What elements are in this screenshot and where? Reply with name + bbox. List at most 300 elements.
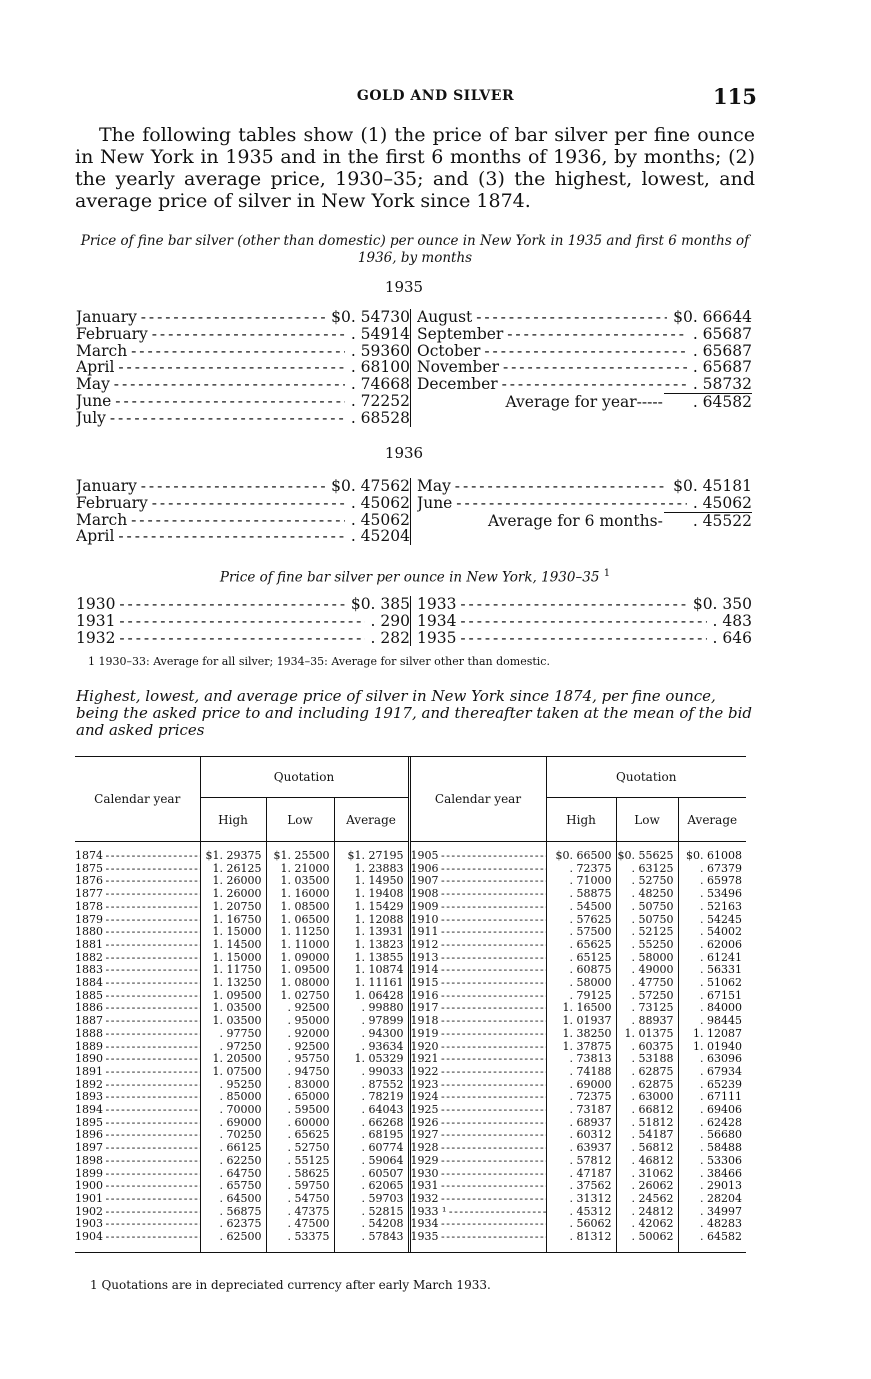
right-high-cell: . 73813	[546, 1053, 616, 1066]
right-high-cell: . 58000	[546, 977, 616, 990]
right-year-cell: 1911 - - -	[409, 926, 546, 939]
right-year-cell: 1935 - - -	[409, 1231, 546, 1244]
right-low-cell: . 42062	[616, 1218, 678, 1231]
right-average-cell: . 64582	[700, 1230, 742, 1244]
price-row	[417, 343, 752, 360]
right-average-cell: . 29013	[700, 1179, 742, 1193]
row-label: January - - -	[76, 478, 325, 495]
right-low-cell: . 52125	[616, 926, 678, 939]
right-average-cell: . 28204	[700, 1191, 742, 1205]
right-average-cell: . 51062	[700, 976, 742, 990]
left-average-cell: 1. 13855	[334, 952, 409, 965]
left-low-cell: 1. 16000	[266, 888, 334, 901]
right-high-cell: . 58875	[546, 888, 616, 901]
price-row	[417, 376, 752, 393]
right-average-cell: . 53306	[700, 1153, 742, 1167]
left-average-cell: . 62065	[334, 1180, 409, 1193]
row-value: . 59360	[350, 341, 410, 360]
right-high-cell: . 57812	[546, 1155, 616, 1168]
left-high-cell: . 64750	[200, 1168, 266, 1181]
table-row	[75, 1104, 746, 1117]
row-value: . 646	[712, 628, 752, 647]
left-low-cell: 1. 06500	[266, 914, 334, 927]
right-year-cell: 1918 - - -	[409, 1015, 546, 1028]
left-year-cell: 1876 - - -	[75, 875, 200, 888]
right-average-cell: . 56331	[700, 963, 742, 977]
right-year-cell: 1926 - - -	[409, 1117, 546, 1130]
left-high-cell: 1. 26125	[200, 863, 266, 876]
right-year-cell: 1923 - - -	[409, 1079, 546, 1092]
left-high-cell: $1. 29375	[200, 850, 266, 863]
left-average-cell: 1. 15429	[334, 901, 409, 914]
left-high-cell: 1. 07500	[200, 1066, 266, 1079]
right-low-cell: 1. 01375	[616, 1028, 678, 1041]
right-average-cell: 1. 12087	[693, 1026, 742, 1040]
left-year-cell: 1893 - - -	[75, 1091, 200, 1104]
left-low-cell: . 92500	[266, 1002, 334, 1015]
right-low-cell: . 57250	[616, 990, 678, 1003]
left-average-cell: . 99880	[334, 1002, 409, 1015]
left-high-cell: . 95250	[200, 1079, 266, 1092]
right-average-cell: . 84000	[700, 1001, 742, 1015]
row-label: August - - -	[417, 309, 667, 326]
left-low-cell: . 60000	[266, 1117, 334, 1130]
right-year-cell: 1913 - - -	[409, 952, 546, 965]
header-quotation-right: Quotation	[546, 757, 746, 798]
left-low-cell: . 94750	[266, 1066, 334, 1079]
left-low-cell: . 83000	[266, 1079, 334, 1092]
right-year-cell: 1906 - - -	[409, 863, 546, 876]
row-value: . 72252	[350, 391, 410, 410]
right-high-cell: 1. 37875	[546, 1041, 616, 1054]
price-row	[76, 528, 410, 545]
left-average-cell: 1. 12088	[334, 914, 409, 927]
right-high-cell: . 81312	[546, 1231, 616, 1244]
left-year-cell: 1899 - - -	[75, 1168, 200, 1181]
row-label: September - - -	[417, 326, 687, 343]
row-value: . 65687	[692, 358, 752, 377]
right-low-cell: . 31062	[616, 1168, 678, 1181]
price-row	[76, 326, 410, 343]
table2-caption-note: 1	[603, 568, 611, 579]
left-high-cell: 1. 26000	[200, 888, 266, 901]
table-1936-left-column	[76, 478, 411, 545]
table-row	[75, 1066, 746, 1079]
header-calendar-year-right: Calendar year	[409, 757, 546, 842]
right-low-cell: . 50750	[616, 901, 678, 914]
row-label: May - - -	[76, 376, 345, 393]
table3-caption-text: Highest, lowest, and average price of silver in New York since 1874, per fine ounce, being the asked price to and including 1917, and thereafter taken at the mean of the bid and asked prices	[76, 687, 753, 739]
row-label: April - - -	[76, 359, 345, 376]
left-average-cell: . 68195	[334, 1129, 409, 1142]
left-high-cell: 1. 16750	[200, 914, 266, 927]
right-year-cell: 1924 - - -	[409, 1091, 546, 1104]
right-low-cell: . 62875	[616, 1079, 678, 1092]
price-row	[76, 393, 410, 410]
left-average-cell: 1. 05329	[334, 1053, 409, 1066]
right-low-cell: . 26062	[616, 1180, 678, 1193]
row-value: . 54914	[350, 324, 410, 343]
left-high-cell: 1. 15000	[200, 952, 266, 965]
left-year-cell: 1874 - - -	[75, 850, 200, 863]
left-year-cell: 1898 - - -	[75, 1155, 200, 1168]
right-year-cell: 1917 - - -	[409, 1002, 546, 1015]
right-low-cell: . 50062	[616, 1231, 678, 1244]
table-row	[75, 1155, 746, 1168]
left-average-cell: . 59703	[334, 1193, 409, 1206]
left-low-cell: 1. 09500	[266, 964, 334, 977]
left-year-cell: 1885 - - -	[75, 990, 200, 1003]
right-low-cell: . 49000	[616, 964, 678, 977]
row-label: 1931 - - -	[76, 613, 365, 630]
right-average-cell: . 67379	[700, 861, 742, 875]
right-average-cell: . 53496	[700, 887, 742, 901]
left-year-cell: 1888 - - -	[75, 1028, 200, 1041]
right-average-cell: . 69406	[700, 1103, 742, 1117]
right-high-cell: . 56062	[546, 1218, 616, 1231]
table-row	[75, 939, 746, 952]
right-average-cell: . 63096	[700, 1052, 742, 1066]
average-value: . 45522	[692, 511, 752, 530]
table-1935	[76, 309, 752, 429]
row-value: . 45204	[350, 527, 410, 546]
right-year-cell: 1910 - - -	[409, 914, 546, 927]
right-low-cell: . 56812	[616, 1142, 678, 1155]
left-high-cell: . 64500	[200, 1193, 266, 1206]
right-year-cell: 1922 - - -	[409, 1066, 546, 1079]
left-year-cell: 1875 - - -	[75, 863, 200, 876]
left-year-cell: 1886 - - -	[75, 1002, 200, 1015]
right-average-cell: . 34997	[700, 1204, 742, 1218]
row-value: . 68100	[350, 358, 410, 377]
left-year-cell: 1903 - - -	[75, 1218, 200, 1231]
table3-caption	[76, 688, 752, 739]
right-year-cell: 1914 - - -	[409, 964, 546, 977]
left-year-cell: 1904 - - -	[75, 1231, 200, 1244]
table2-caption-text: Price of fine bar silver per ounce in New York, 1930–35	[219, 569, 600, 586]
left-low-cell: . 54750	[266, 1193, 334, 1206]
left-low-cell: . 92500	[266, 1041, 334, 1054]
price-row	[76, 512, 410, 529]
left-average-cell: . 93634	[334, 1041, 409, 1054]
row-value: . 282	[370, 628, 410, 647]
right-high-cell: . 71000	[546, 875, 616, 888]
left-high-cell: . 66125	[200, 1142, 266, 1155]
table-1936	[76, 478, 752, 548]
left-high-cell: 1. 09500	[200, 990, 266, 1003]
right-high-cell: . 72375	[546, 863, 616, 876]
left-year-cell: 1901 - - -	[75, 1193, 200, 1206]
right-average-cell: . 67111	[700, 1090, 742, 1104]
right-low-cell: . 63000	[616, 1091, 678, 1104]
right-average-cell: . 38466	[700, 1166, 742, 1180]
left-low-cell: . 55125	[266, 1155, 334, 1168]
row-label: 1934 - - -	[417, 613, 707, 630]
right-year-cell: 1930 - - -	[409, 1168, 546, 1181]
right-year-cell: 1919 - - -	[409, 1028, 546, 1041]
right-high-cell: . 68937	[546, 1117, 616, 1130]
right-high-cell: . 69000	[546, 1079, 616, 1092]
table-row	[75, 1028, 746, 1041]
row-label: 1932 - - -	[76, 630, 365, 647]
price-row	[76, 478, 410, 495]
left-high-cell: 1. 26000	[200, 875, 266, 888]
left-high-cell: . 85000	[200, 1091, 266, 1104]
left-low-cell: 1. 11250	[266, 926, 334, 939]
row-label: February - - -	[76, 326, 345, 343]
year-1935-heading: 1935	[384, 278, 424, 296]
price-row	[417, 359, 752, 376]
table2-caption	[70, 565, 760, 587]
average-label: Average for year-----	[505, 392, 663, 411]
row-value: . 290	[370, 611, 410, 630]
price-row	[76, 359, 410, 376]
right-low-cell: . 47750	[616, 977, 678, 990]
table-row	[75, 888, 746, 901]
right-average-cell: . 48283	[700, 1217, 742, 1231]
right-low-cell: . 88937	[616, 1015, 678, 1028]
right-year-cell: 1929 - - -	[409, 1155, 546, 1168]
right-high-cell: . 73187	[546, 1104, 616, 1117]
average-value: . 64582	[692, 392, 752, 411]
left-low-cell: 1. 08500	[266, 901, 334, 914]
right-average-cell: 1. 01940	[693, 1039, 742, 1053]
header-low-left: Low	[266, 798, 334, 842]
price-row	[76, 376, 410, 393]
left-low-cell: . 95750	[266, 1053, 334, 1066]
left-average-cell: 1. 11161	[334, 977, 409, 990]
left-average-cell: . 66268	[334, 1117, 409, 1130]
table-yearly	[76, 596, 752, 648]
row-value: . 45062	[692, 493, 752, 512]
left-average-cell: . 94300	[334, 1028, 409, 1041]
right-year-cell: 1907 - - -	[409, 875, 546, 888]
left-average-cell: . 87552	[334, 1079, 409, 1092]
price-row	[76, 410, 410, 427]
left-year-cell: 1889 - - -	[75, 1041, 200, 1054]
right-average-cell: . 56680	[700, 1128, 742, 1142]
row-label: June - - -	[417, 495, 687, 512]
right-average-cell: . 52163	[700, 899, 742, 913]
left-high-cell: . 62250	[200, 1155, 266, 1168]
left-average-cell: . 60774	[334, 1142, 409, 1155]
right-high-cell: . 72375	[546, 1091, 616, 1104]
table-1935-right-column	[417, 309, 752, 411]
table2-footnote: 1 1930–33: Average for all silver; 1934–35: Average for silver other than domestic.	[88, 655, 550, 668]
left-low-cell: 1. 02750	[266, 990, 334, 1003]
left-average-cell: . 60507	[334, 1168, 409, 1181]
left-year-cell: 1892 - - -	[75, 1079, 200, 1092]
right-average-cell: . 98445	[700, 1014, 742, 1028]
left-high-cell: . 56875	[200, 1206, 266, 1219]
right-year-cell: 1909 - - -	[409, 901, 546, 914]
left-high-cell: . 62375	[200, 1218, 266, 1231]
price-row	[76, 309, 410, 326]
right-high-cell: 1. 16500	[546, 1002, 616, 1015]
right-high-cell: . 45312	[546, 1206, 616, 1219]
right-low-cell: . 46812	[616, 1155, 678, 1168]
left-year-cell: 1902 - - -	[75, 1206, 200, 1219]
row-value: . 45062	[350, 510, 410, 529]
table-row	[75, 850, 746, 863]
right-high-cell: . 57625	[546, 914, 616, 927]
header-quotation-left: Quotation	[200, 757, 409, 798]
right-year-cell: 1931 - - -	[409, 1180, 546, 1193]
row-value: . 483	[712, 611, 752, 630]
left-year-cell: 1897 - - -	[75, 1142, 200, 1155]
right-low-cell: . 62875	[616, 1066, 678, 1079]
row-label: January - - -	[76, 309, 325, 326]
right-low-cell: . 58000	[616, 952, 678, 965]
row-value: $0. 47562	[331, 477, 410, 495]
left-average-cell: 1. 13931	[334, 926, 409, 939]
row-label: March - - -	[76, 512, 345, 529]
right-year-cell: 1916 - - -	[409, 990, 546, 1003]
price-row	[417, 309, 752, 326]
header-high-left: High	[200, 798, 266, 842]
right-low-cell: . 52750	[616, 875, 678, 888]
right-high-cell: . 31312	[546, 1193, 616, 1206]
table-row	[75, 1015, 746, 1028]
right-high-cell: . 60312	[546, 1129, 616, 1142]
row-label: 1930 - - -	[76, 596, 345, 613]
right-low-cell: . 24812	[616, 1206, 678, 1219]
header-high-right: High	[546, 798, 616, 842]
left-high-cell: 1. 20750	[200, 901, 266, 914]
left-year-cell: 1881 - - -	[75, 939, 200, 952]
right-low-cell: . 73125	[616, 1002, 678, 1015]
left-average-cell: . 52815	[334, 1206, 409, 1219]
left-low-cell: . 58625	[266, 1168, 334, 1181]
right-high-cell: . 65125	[546, 952, 616, 965]
price-row	[417, 596, 752, 613]
left-low-cell: . 47375	[266, 1206, 334, 1219]
row-value: . 68528	[350, 408, 410, 427]
row-label: February - - -	[76, 495, 345, 512]
left-year-cell: 1894 - - -	[75, 1104, 200, 1117]
right-average-cell: . 67934	[700, 1064, 742, 1078]
left-average-cell: 1. 19408	[334, 888, 409, 901]
right-low-cell: . 60375	[616, 1041, 678, 1054]
running-head: GOLD AND SILVER	[356, 88, 515, 104]
table-1936-right-column	[417, 478, 752, 529]
row-label: May - - -	[417, 478, 667, 495]
left-year-cell: 1900 - - -	[75, 1180, 200, 1193]
price-row	[76, 495, 410, 512]
row-value: . 45062	[350, 493, 410, 512]
price-row	[76, 343, 410, 360]
table-row	[75, 1193, 746, 1206]
right-high-cell: . 60875	[546, 964, 616, 977]
left-year-cell: 1891 - - -	[75, 1066, 200, 1079]
average-row	[417, 513, 752, 530]
price-row	[76, 596, 410, 613]
row-label: March - - -	[76, 343, 345, 360]
left-year-cell: 1878 - - -	[75, 901, 200, 914]
left-average-cell: 1. 10874	[334, 964, 409, 977]
row-value: $0. 54730	[331, 308, 410, 326]
right-low-cell: . 66812	[616, 1104, 678, 1117]
right-year-cell: 1920 - - -	[409, 1041, 546, 1054]
left-high-cell: . 69000	[200, 1117, 266, 1130]
right-average-cell: . 62006	[700, 937, 742, 951]
left-low-cell: $1. 25500	[266, 850, 334, 863]
right-high-cell: . 63937	[546, 1142, 616, 1155]
intro-text: The following tables show (1) the price of bar silver per fine ounce in New York in 1935 and in the first 6 months of 1936, by months; (2) the yearly average price, 1930–35; and (3) the highest, lowest, and average price of silver in New York since 1874.	[75, 124, 755, 212]
left-low-cell: . 95000	[266, 1015, 334, 1028]
right-average-cell: $0. 61008	[686, 849, 742, 862]
right-low-cell: . 54187	[616, 1129, 678, 1142]
table-row	[75, 977, 746, 990]
left-high-cell: . 62500	[200, 1231, 266, 1244]
header-low-right: Low	[616, 798, 678, 842]
right-year-cell: 1925 - - -	[409, 1104, 546, 1117]
left-year-cell: 1880 - - -	[75, 926, 200, 939]
header-average-right: Average	[678, 798, 746, 842]
right-average-cell: . 54002	[700, 925, 742, 939]
left-high-cell: 1. 14500	[200, 939, 266, 952]
price-row	[417, 326, 752, 343]
right-high-cell: 1. 01937	[546, 1015, 616, 1028]
row-value: $0. 66644	[673, 308, 752, 326]
right-year-cell: 1927 - - -	[409, 1129, 546, 1142]
header-average-left: Average	[334, 798, 409, 842]
right-year-cell: 1915 - - -	[409, 977, 546, 990]
year-1936-heading: 1936	[384, 444, 424, 462]
left-low-cell: . 47500	[266, 1218, 334, 1231]
price-row	[417, 478, 752, 495]
row-label: 1935 - - -	[417, 630, 707, 647]
left-high-cell: 1. 03500	[200, 1015, 266, 1028]
table-row	[75, 1142, 746, 1155]
right-low-cell: . 63125	[616, 863, 678, 876]
right-low-cell: . 50750	[616, 914, 678, 927]
left-low-cell: . 53375	[266, 1231, 334, 1244]
right-low-cell: . 51812	[616, 1117, 678, 1130]
left-low-cell: . 59500	[266, 1104, 334, 1117]
left-average-cell: . 57843	[334, 1231, 409, 1244]
left-average-cell: . 99033	[334, 1066, 409, 1079]
right-low-cell: . 24562	[616, 1193, 678, 1206]
price-row	[417, 630, 752, 647]
right-high-cell: . 54500	[546, 901, 616, 914]
right-year-cell: 1928 - - -	[409, 1142, 546, 1155]
left-low-cell: . 52750	[266, 1142, 334, 1155]
header-calendar-year-left: Calendar year	[75, 757, 200, 842]
right-average-cell: . 58488	[700, 1141, 742, 1155]
right-year-cell: 1921 - - -	[409, 1053, 546, 1066]
average-row	[417, 394, 752, 411]
right-high-cell: . 47187	[546, 1168, 616, 1181]
row-value: $0. 350	[692, 595, 752, 613]
right-average-cell: . 65239	[700, 1077, 742, 1091]
right-year-cell: 1933 ¹ - - -	[409, 1206, 546, 1219]
right-high-cell: . 79125	[546, 990, 616, 1003]
right-average-cell: . 54245	[700, 912, 742, 926]
right-low-cell: . 53188	[616, 1053, 678, 1066]
table-row	[75, 901, 746, 914]
left-low-cell: 1. 11000	[266, 939, 334, 952]
page-number: 115	[713, 84, 757, 109]
left-low-cell: . 59750	[266, 1180, 334, 1193]
right-year-cell: 1905 - - -	[409, 850, 546, 863]
left-high-cell: . 97250	[200, 1041, 266, 1054]
right-year-cell: 1934 - - -	[409, 1218, 546, 1231]
right-year-cell: 1932 - - -	[409, 1193, 546, 1206]
left-year-cell: 1887 - - -	[75, 1015, 200, 1028]
right-average-cell: . 61241	[700, 950, 742, 964]
price-row	[76, 630, 410, 647]
